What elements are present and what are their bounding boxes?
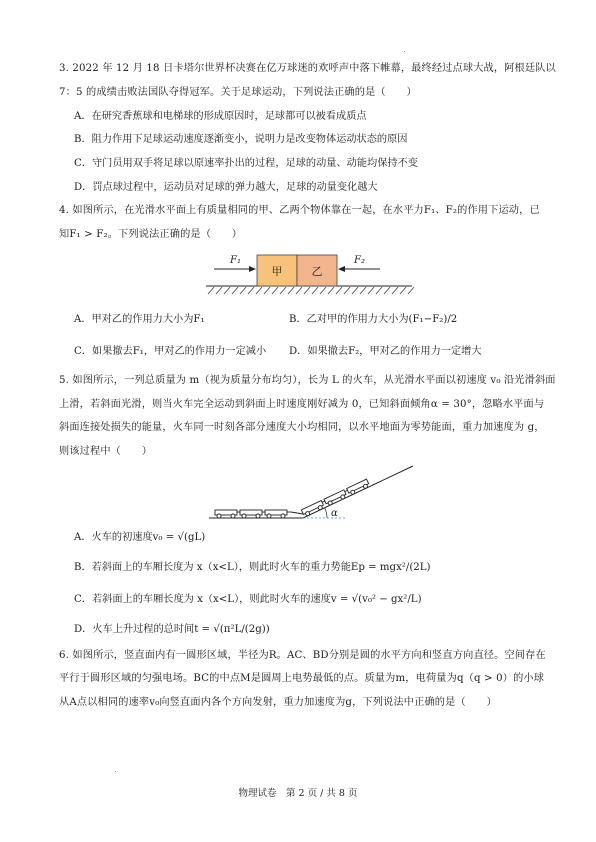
incline-surface: [303, 466, 413, 518]
q4-line1: 4. 如图所示，在光滑水平面上有质量相同的甲、乙两个物体靠在一起，在水平力F₁、F₂的作用下运动，已: [59, 205, 540, 216]
scan-dot: [115, 771, 116, 772]
q5-line2: 上滑，若斜面光滑，则当火车完全运动到斜面上时速度刚好减为 0，已知斜面倾角α = 30°，忽略水平面与: [59, 399, 545, 410]
q4-blocks-figure: [200, 250, 420, 298]
train-link: [291, 512, 303, 514]
force-f1-arrowhead: [249, 266, 256, 272]
scan-dot: [404, 51, 405, 52]
angle-alpha-label: α: [331, 508, 338, 519]
angle-arc: [325, 508, 327, 518]
q4-line2: 知F₁ > F₂。下列说法正确的是（ ）: [59, 229, 243, 240]
q3-option-b: B．阻力作用下足球运动速度逐渐变小，说明力是改变物体运动状态的原因: [74, 134, 408, 145]
q4-option-b: B．乙对甲的作用力大小为(F₁−F₂)/2: [289, 314, 458, 325]
q5-option-d: D．火车上升过程的总时间t = √(π²L/(2g)): [74, 624, 270, 635]
q5-train-figure: [205, 462, 420, 524]
force-f1-label: F₁: [230, 255, 241, 266]
q6-line2: 平行于圆形区域的匀强电场。BC的中点M是圆周上电势最低的点。质量为m，电荷量为q（q > 0）的小球: [59, 673, 545, 684]
q4-option-c: C．如果撤去F₁，甲对乙的作用力一定减小: [74, 346, 267, 357]
q6-line3: 从A点以相同的速率v₀向竖直面内各个方向发射，重力加速度为g，下列说法中正确的是（ ）: [59, 697, 497, 708]
block-yi-label: 乙: [311, 265, 323, 278]
q3-option-a: A．在研究香蕉球和电梯球的形成原因时，足球都可以被看成质点: [74, 111, 367, 122]
page-footer: 物理试卷 第 2 页 / 共 8 页: [238, 788, 358, 799]
q5-line4: 则该过程中（ ）: [59, 446, 153, 457]
q3-option-d: D．罚点球过程中，运动员对足球的弹力越大，足球的动量变化越大: [74, 182, 378, 193]
force-f2-arrowhead: [338, 266, 345, 272]
q5-option-a: A．火车的初速度v₀ = √(gL): [74, 532, 206, 543]
block-jia-label: 甲: [271, 265, 283, 278]
q4-option-a: A．甲对乙的作用力大小为F₁: [74, 314, 205, 325]
train-cars-flat: [215, 510, 291, 518]
q3-line2: 7：5 的成绩击败法国队夺得冠军。关于足球运动，下列说法正确的是（ ）: [59, 87, 417, 98]
q3-line1: 3. 2022 年 12 月 18 日卡塔尔世界杯决赛在亿万球迷的欢呼声中落下帷幕，最终经过点球大战，阿根廷队以: [59, 63, 556, 74]
q4-option-d: D．如果撤去F₂，甲对乙的作用力一定增大: [289, 346, 482, 357]
q5-line1: 5. 如图所示，一列总质量为 m（视为质量分布均匀），长为 L 的火车，从光滑水平面以初速度 v₀ 沿光滑斜面: [59, 375, 556, 386]
ground-hatching: [208, 287, 414, 294]
q6-line1: 6. 如图所示，竖直面内有一圆形区域，半径为R。AC、BD分别是圆的水平方向和竖直方向直径。空间存在: [59, 650, 546, 661]
q5-option-b: B．若斜面上的车厢长度为 x（x<L），则此时火车的重力势能Ep = mgx²/(2L): [74, 562, 431, 573]
q5-option-c: C．若斜面上的车厢长度为 x（x<L），则此时火车的速度v = √(v₀² − gx²/L): [74, 594, 422, 605]
q3-option-c: C．守门员用双手将足球以原速率扑出的过程，足球的动量、动能均保持不变: [74, 158, 418, 169]
force-f2-label: F₂: [354, 255, 365, 266]
q5-line3: 斜面连接处损失的能量，火车同一时刻各部分速度大小均相同，以水平地面为零势能面，重力加速度为 g，: [59, 422, 545, 433]
